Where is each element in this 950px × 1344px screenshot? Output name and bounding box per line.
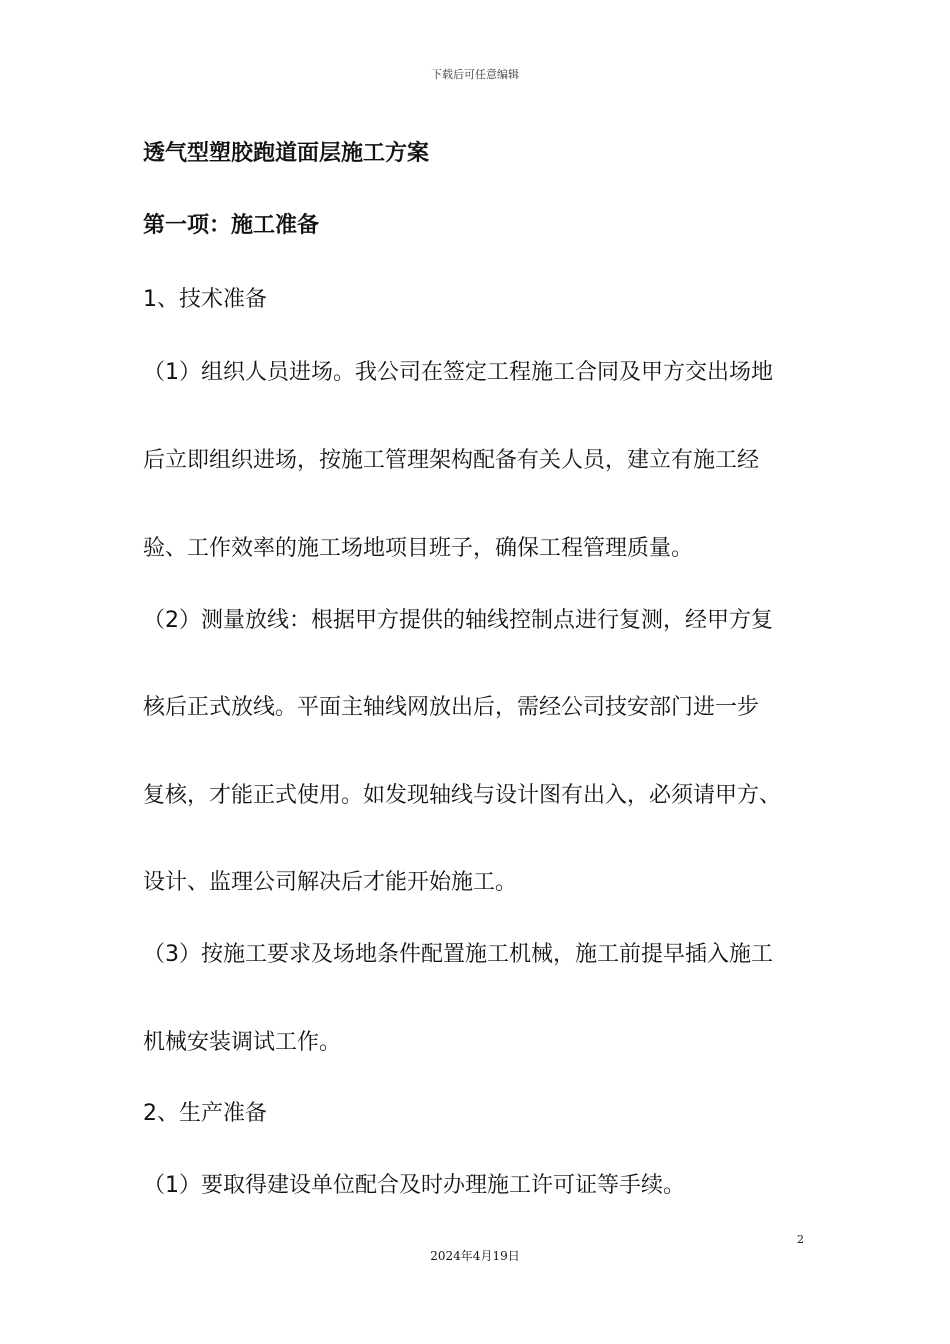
- paragraph-line: 验、工作效率的施工场地项目班子，确保工程管理质量。: [143, 536, 694, 561]
- section-heading: 第一项：施工准备: [143, 213, 320, 238]
- paragraph-line: （1）组织人员进场。我公司在签定工程施工合同及甲方交出场地: [143, 360, 773, 385]
- page-header: 下载后可任意编辑: [431, 68, 519, 81]
- paragraph-line: 后立即组织进场，按施工管理架构配备有关人员，建立有施工经: [143, 448, 760, 473]
- paragraph-line: （2）测量放线：根据甲方提供的轴线控制点进行复测，经甲方复: [143, 608, 773, 633]
- paragraph-line: 复核，才能正式使用。如发现轴线与设计图有出入，必须请甲方、: [143, 783, 782, 808]
- paragraph-line: 核后正式放线。平面主轴线网放出后，需经公司技安部门进一步: [143, 695, 760, 720]
- page-number: 2: [797, 1233, 804, 1246]
- paragraph-line: （1）要取得建设单位配合及时办理施工许可证等手续。: [143, 1173, 685, 1198]
- paragraph-line: 机械安装调试工作。: [143, 1030, 342, 1055]
- page-footer-date: 2024年4月19日: [430, 1249, 520, 1263]
- paragraph-line: 设计、监理公司解决后才能开始施工。: [143, 870, 518, 895]
- subsection-heading-technical: 1、技术准备: [143, 287, 267, 312]
- subsection-heading-production: 2、生产准备: [143, 1101, 267, 1126]
- document-title: 透气型塑胶跑道面层施工方案: [143, 141, 430, 166]
- paragraph-line: （3）按施工要求及场地条件配置施工机械，施工前提早插入施工: [143, 942, 773, 967]
